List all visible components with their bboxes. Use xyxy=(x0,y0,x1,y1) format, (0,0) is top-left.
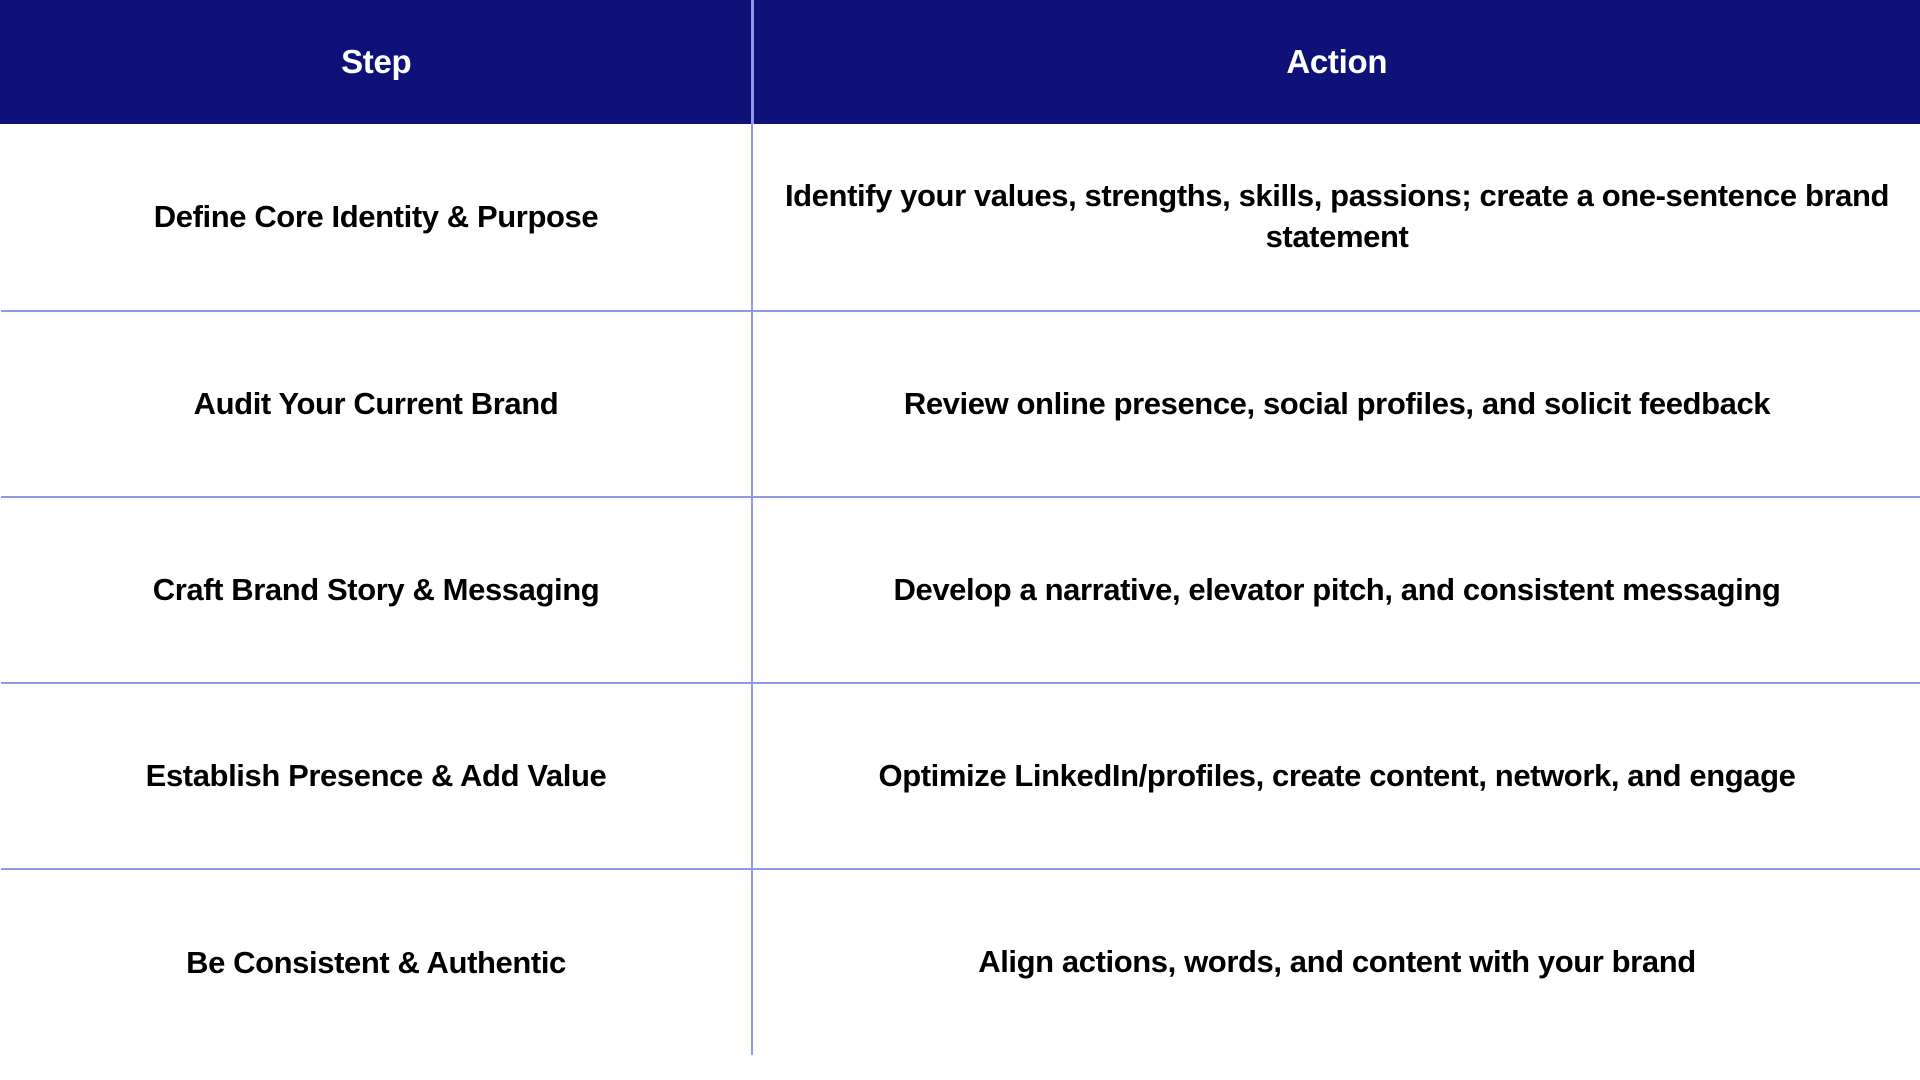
table-header xyxy=(1,1,1920,123)
table-row xyxy=(1,683,1920,869)
table-header-row xyxy=(1,1,1920,123)
cell-action: Align actions, words, and content with your brand xyxy=(752,869,1920,1055)
column-header-action: Action xyxy=(752,1,1920,123)
cell-step: Define Core Identity & Purpose xyxy=(1,123,752,311)
cell-step: Establish Presence & Add Value xyxy=(1,683,752,869)
cell-action: Review online presence, social profiles, and solicit feedback xyxy=(752,311,1920,497)
table-row xyxy=(1,123,1920,311)
cell-action: Optimize LinkedIn/profiles, create content, network, and engage xyxy=(752,683,1920,869)
cell-action: Identify your values, strengths, skills, passions; create a one-sentence brand statement xyxy=(752,123,1920,311)
table-row xyxy=(1,497,1920,683)
table-row xyxy=(1,869,1920,1055)
cell-step: Audit Your Current Brand xyxy=(1,311,752,497)
table-row xyxy=(1,311,1920,497)
cell-step: Be Consistent & Authentic xyxy=(1,869,752,1055)
cell-step: Craft Brand Story & Messaging xyxy=(1,497,752,683)
column-header-step: Step xyxy=(1,1,752,123)
table-body xyxy=(1,123,1920,1055)
cell-action: Develop a narrative, elevator pitch, and consistent messaging xyxy=(752,497,1920,683)
